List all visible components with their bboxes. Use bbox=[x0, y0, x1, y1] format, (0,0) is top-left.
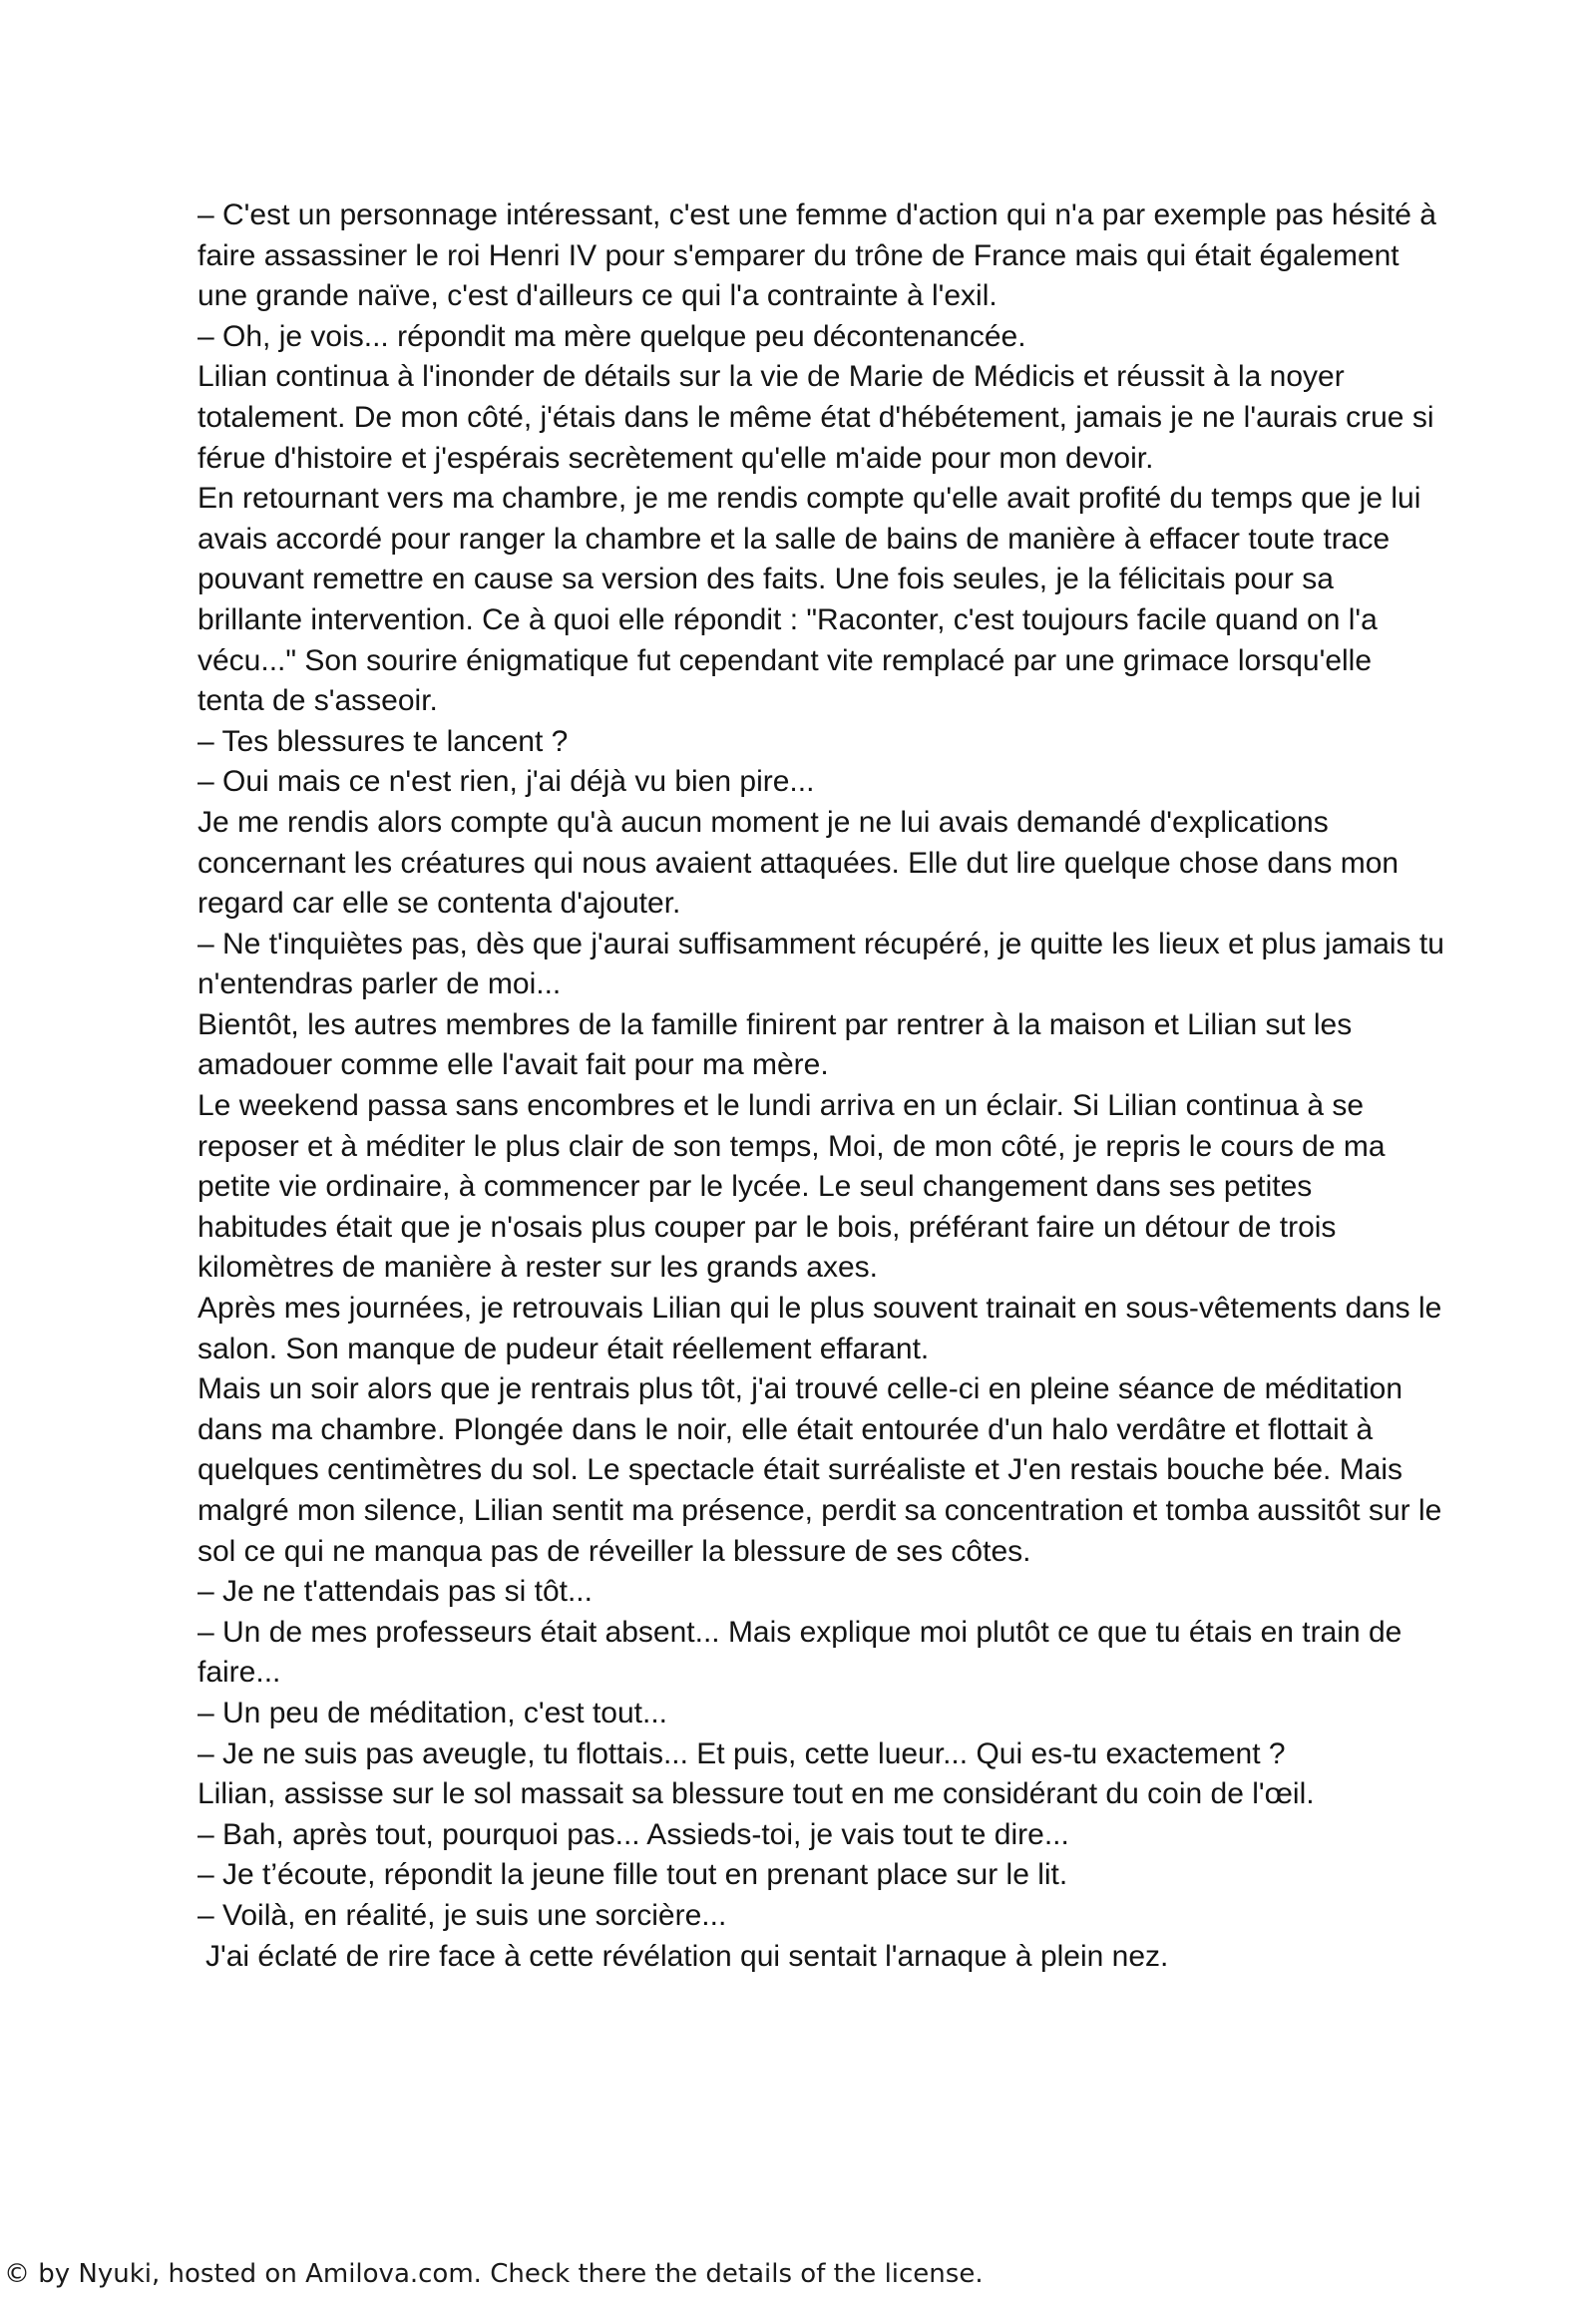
paragraph: – Bah, après tout, pourquoi pas... Assieds-toi, je vais tout te dire... bbox=[198, 1817, 1069, 1851]
paragraph: – Oh, je vois... répondit ma mère quelque peu décontenancée. bbox=[198, 319, 1026, 353]
paragraph: Lilian, assisse sur le sol massait sa blessure tout en me considérant du coin de l'œil. bbox=[198, 1777, 1315, 1811]
paragraph: – Je t’écoute, répondit la jeune fille tout en prenant place sur le lit. bbox=[198, 1858, 1068, 1892]
paragraph: – Ne t'inquiètes pas, dès que j'aurai suffisamment récupéré, je quitte les lieux et plus jamais tu n'entendras parler de moi... bbox=[198, 927, 1444, 1001]
paragraph: – Un peu de méditation, c'est tout... bbox=[198, 1696, 668, 1729]
paragraph: En retournant vers ma chambre, je me rendis compte qu'elle avait profité du temps que je lui avais accordé pour ranger la chambre et la salle de bains de manière à effacer toute trace pouvant remettre en cause sa version des faits. Une fois seules, je la félicitais pour sa brillante intervention. Ce à quoi elle répondit : "Raconter, c'est toujours facile quand on l'a vécu..." Son sourire énigmatique fut cependant vite remplacé par une grimace lorsqu'elle tenta de s'asseoir. bbox=[198, 482, 1421, 718]
paragraph: Bientôt, les autres membres de la famille finirent par rentrer à la maison et Lilian sut les amadouer comme elle l'avait fait pour ma mère. bbox=[198, 1007, 1353, 1082]
paragraph: Mais un soir alors que je rentrais plus tôt, j'ai trouvé celle-ci en pleine séance de méditation dans ma chambre. Plongée dans le noir, elle était entourée d'un halo verdâtre et flottait à quelques centimètres du sol. Le spectacle était surréaliste et J'en restais bouche bée. Mais malgré mon silence, Lilian sentit ma présence, perdit sa concentration et tomba aussitôt sur le sol ce qui ne manqua pas de réveiller la blessure de ses côtes. bbox=[198, 1372, 1442, 1568]
paragraph: Lilian continua à l'inonder de détails sur la vie de Marie de Médicis et réussit à la noyer totalement. De mon côté, j'étais dans le même état d'hébétement, jamais je ne l'aurais crue si férue d'histoire et j'espérais secrètement qu'elle m'aide pour mon devoir. bbox=[198, 360, 1434, 475]
paragraph: Après mes journées, je retrouvais Lilian qui le plus souvent trainait en sous-vêtements dans le salon. Son manque de pudeur était réellement effarant. bbox=[198, 1292, 1442, 1365]
paragraph: Le weekend passa sans encombres et le lundi arriva en un éclair. Si Lilian continua à se reposer et à méditer le plus clair de son temps, Moi, de mon côté, je repris le cours de ma petite vie ordinaire, à commencer par le lycée. Le seul changement dans ses petites habitudes était que je n'osais plus couper par le bois, préférant faire un détour de trois kilomètres de manière à rester sur les grands axes. bbox=[198, 1089, 1386, 1285]
paragraph: – Je ne suis pas aveugle, tu flottais... Et puis, cette lueur... Qui es-tu exactement ? bbox=[198, 1736, 1286, 1770]
paragraph: – Tes blessures te lancent ? bbox=[198, 724, 569, 758]
paragraph: – Voilà, en réalité, je suis une sorcière... bbox=[198, 1898, 727, 1932]
paragraph: Je me rendis alors compte qu'à aucun moment je ne lui avais demandé d'explications concernant les créatures qui nous avaient attaquées. Elle dut lire quelque chose dans mon regard car elle se contenta d'ajouter. bbox=[198, 805, 1399, 921]
license-footer: © by Nyuki, hosted on Amilova.com. Check there the details of the license. bbox=[4, 2259, 984, 2289]
paragraph: – Oui mais ce n'est rien, j'ai déjà vu bien pire... bbox=[198, 765, 815, 799]
paragraph: – Un de mes professeurs était absent... Mais explique moi plutôt ce que tu étais en train de faire... bbox=[198, 1615, 1402, 1690]
paragraph: – C'est un personnage intéressant, c'est une femme d'action qui n'a par exemple pas hésité à faire assassiner le roi Henri IV pour s'emparer du trône de France mais qui était également une grande naïve, c'est d'ailleurs ce qui l'a contrainte à l'exil. bbox=[198, 198, 1436, 313]
story-text bbox=[198, 195, 1444, 1977]
paragraph: J'ai éclaté de rire face à cette révélation qui sentait l'arnaque à plein nez. bbox=[205, 1939, 1169, 1973]
paragraph: – Je ne t'attendais pas si tôt... bbox=[198, 1575, 593, 1609]
